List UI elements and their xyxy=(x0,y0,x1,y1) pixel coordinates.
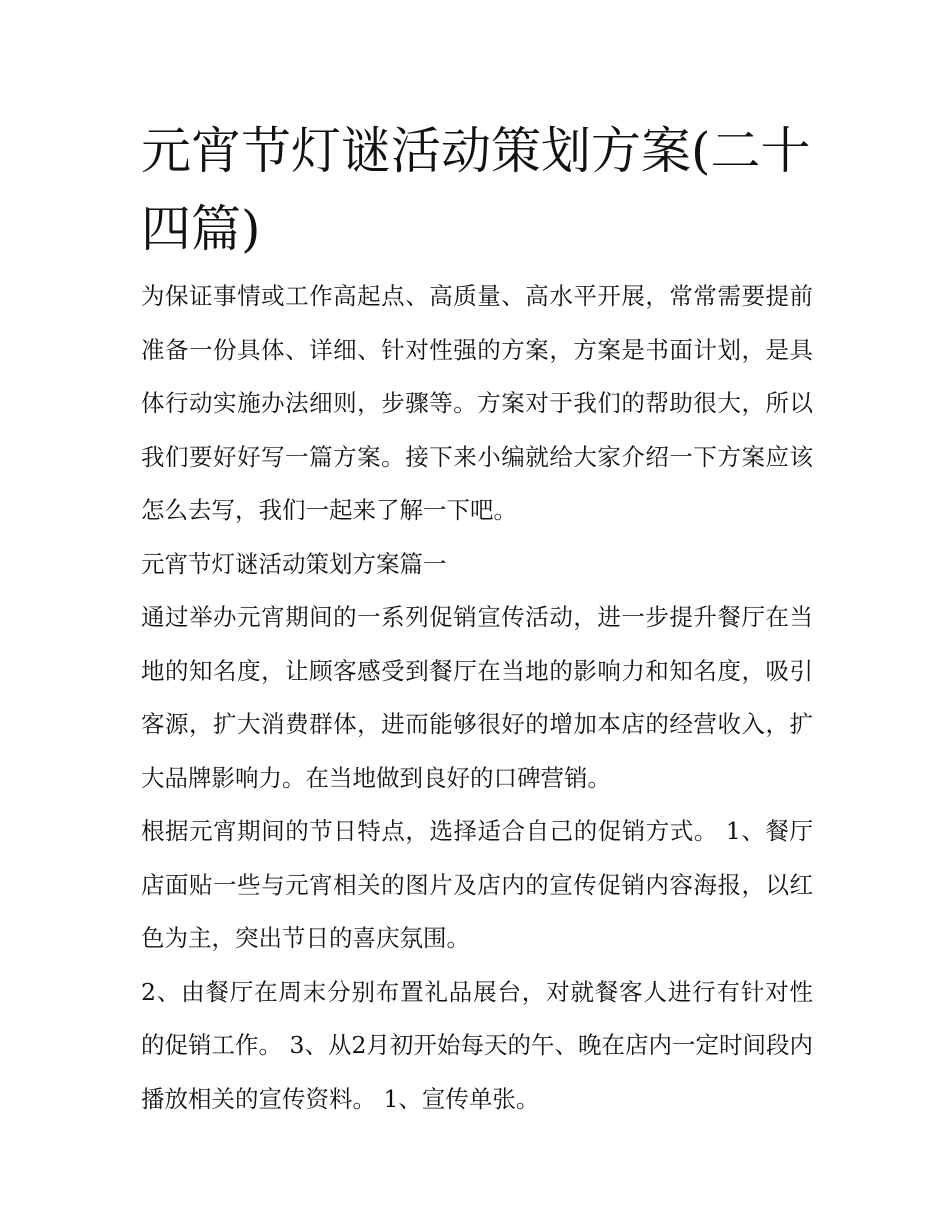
document-page xyxy=(141,112,813,1126)
section-heading: 元宵节灯谜活动策划方案篇一 xyxy=(141,549,447,578)
document-title: 元宵节灯谜活动策划方案(二十四篇) xyxy=(141,122,811,258)
body-paragraph: 通过举办元宵期间的一系列促销宣传活动，进一步提升餐厅在当地的知名度，让顾客感受到餐厅在当地的影响力和知名度，吸引客源，扩大消费群体，进而能够很好的增加本店的经营收入，扩大品牌影响力。在当地做到良好的口碑营销。 xyxy=(141,603,813,792)
document-body xyxy=(141,270,813,1126)
body-paragraph: 2、由餐厅在周末分别布置礼品展台，对就餐客人进行有针对性的促销工作。 3、从2月初开始每天的午、晚在店内一定时间段内播放相关的宣传资料。 1、宣传单张。 xyxy=(141,977,813,1113)
intro-paragraph: 为保证事情或工作高起点、高质量、高水平开展，常常需要提前准备一份具体、详细、针对性强的方案，方案是书面计划，是具体行动实施办法细则，步骤等。方案对于我们的帮助很大，所以我们要好好写一篇方案。接下来小编就给大家介绍一下方案应该怎么去写，我们一起来了解一下吧。 xyxy=(141,282,813,524)
body-paragraph: 根据元宵期间的节日特点，选择适合自己的促销方式。 1、餐厅店面贴一些与元宵相关的图片及店内的宣传促销内容海报，以红色为主，突出节日的喜庆氛围。 xyxy=(141,817,813,952)
